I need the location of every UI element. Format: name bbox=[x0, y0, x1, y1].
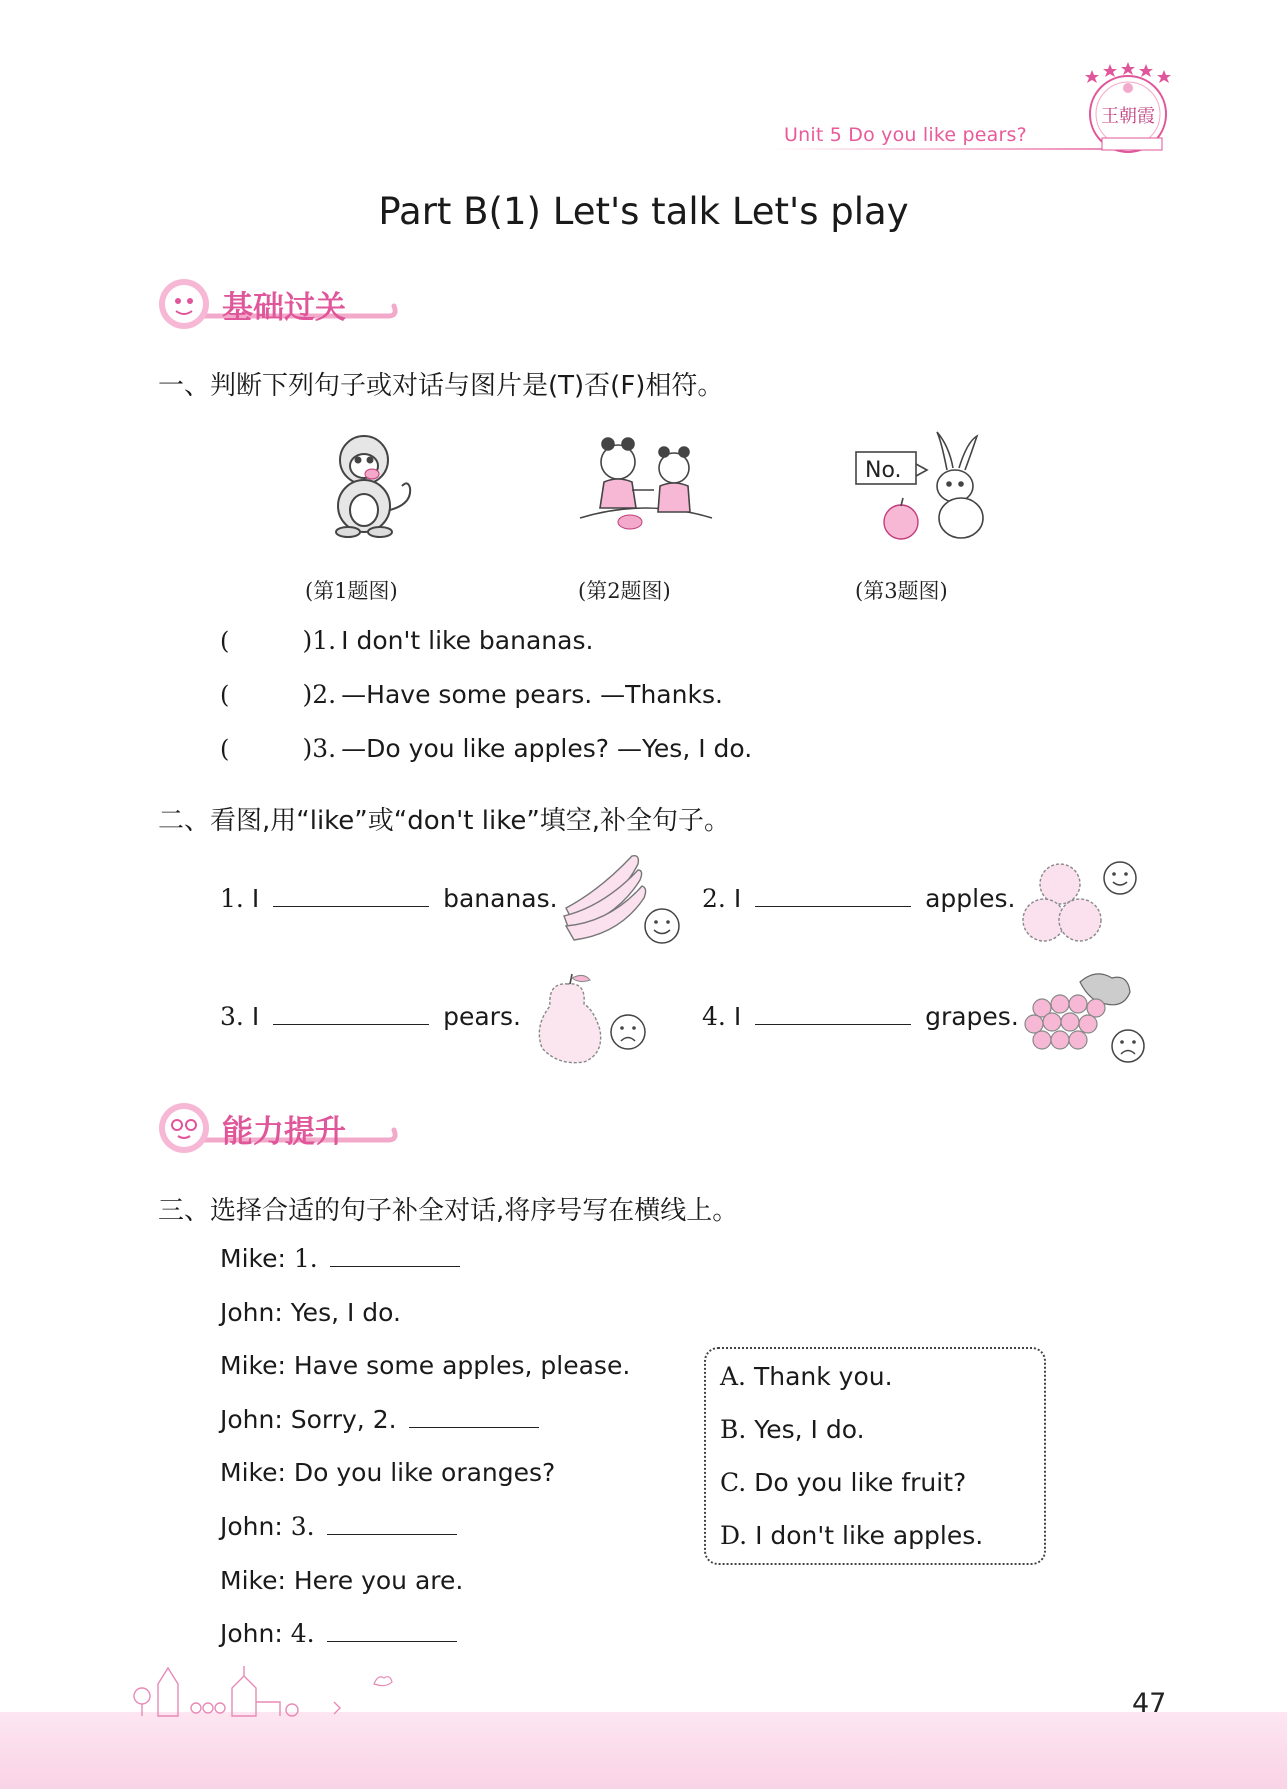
option-d: D. I don't like apples. bbox=[720, 1521, 984, 1550]
page-title: Part B(1) Let's talk Let's play bbox=[378, 190, 909, 233]
apples-happy-illustration bbox=[1018, 852, 1140, 946]
dialogue-blank-1[interactable] bbox=[330, 1244, 460, 1267]
q2-item-2: 2. I apples. bbox=[702, 884, 1016, 913]
dialogue-line-8: John: 4. bbox=[220, 1619, 457, 1648]
rabbit-with-apple-illustration bbox=[855, 430, 991, 544]
logo-text: 王朝霞 bbox=[1101, 106, 1155, 127]
q1-item-2: ( )2. —Have some pears. —Thanks. bbox=[220, 680, 723, 709]
q1-item-3: ( )3. —Do you like apples? —Yes, I do. bbox=[220, 734, 753, 763]
caption-1: (第1题图) bbox=[305, 579, 398, 603]
section-label-advanced: 能力提升 bbox=[222, 1114, 346, 1150]
dialogue-line-6: John: 3. bbox=[220, 1512, 457, 1541]
q2-heading: 二、看图,用“like”或“don't like”填空,补全句子。 bbox=[158, 806, 731, 836]
dialogue-line-3: Mike: Have some apples, please. bbox=[220, 1351, 631, 1380]
dialogue-line-1: Mike: 1. bbox=[220, 1244, 460, 1273]
caption-3: (第3题图) bbox=[855, 579, 948, 603]
fill-blank-4[interactable] bbox=[755, 1002, 911, 1025]
footer-small-decoration bbox=[372, 1672, 394, 1690]
grapes-sad-illustration bbox=[1020, 968, 1148, 1068]
publisher-logo bbox=[1072, 60, 1184, 156]
option-a: A. Thank you. bbox=[720, 1362, 893, 1391]
q1-statement-2: —Have some pears. —Thanks. bbox=[341, 680, 723, 709]
fill-blank-1[interactable] bbox=[273, 884, 429, 907]
footer-band bbox=[0, 1712, 1287, 1789]
bananas-happy-illustration bbox=[560, 850, 682, 946]
page-number: 47 bbox=[1132, 1688, 1167, 1719]
monkey-illustration bbox=[322, 428, 422, 540]
dialogue-line-2: John: Yes, I do. bbox=[220, 1298, 401, 1327]
dialogue-blank-3[interactable] bbox=[327, 1512, 457, 1535]
q1-statement-3: —Do you like apples? —Yes, I do. bbox=[341, 734, 753, 763]
q1-heading: 一、判断下列句子或对话与图片是(T)否(F)相符。 bbox=[158, 371, 724, 401]
fill-blank-3[interactable] bbox=[273, 1002, 429, 1025]
dialogue-blank-4[interactable] bbox=[327, 1619, 457, 1642]
q2-item-3: 3. I pears. bbox=[220, 1002, 521, 1031]
q2-item-4: 4. I grapes. bbox=[702, 1002, 1019, 1031]
option-c: C. Do you like fruit? bbox=[720, 1468, 967, 1497]
q3-heading: 三、选择合适的句子补全对话,将序号写在横线上。 bbox=[158, 1196, 739, 1226]
dialogue-blank-2[interactable] bbox=[409, 1405, 539, 1428]
option-b: B. Yes, I do. bbox=[720, 1415, 865, 1444]
footer-town-decoration bbox=[120, 1662, 400, 1718]
section-badge-basic bbox=[158, 276, 404, 332]
q1-statement-1: I don't like bananas. bbox=[341, 626, 594, 655]
caption-2: (第2题图) bbox=[578, 579, 671, 603]
dialogue-line-7: Mike: Here you are. bbox=[220, 1566, 464, 1595]
dialogue-line-5: Mike: Do you like oranges? bbox=[220, 1458, 556, 1487]
section-label-basic: 基础过关 bbox=[222, 290, 346, 326]
girls-sharing-illustration bbox=[578, 428, 714, 534]
speech-bubble-text: No. bbox=[865, 458, 902, 483]
section-badge-advanced bbox=[158, 1100, 404, 1156]
header-unit-title: Unit 5 Do you like pears? bbox=[784, 124, 1027, 146]
q2-item-1: 1. I bananas. bbox=[220, 884, 558, 913]
answer-paren-open: ( bbox=[220, 627, 230, 655]
q1-item-1: ( )1. I don't like bananas. bbox=[220, 626, 594, 655]
fill-blank-2[interactable] bbox=[755, 884, 911, 907]
pear-sad-illustration bbox=[528, 970, 652, 1066]
dialogue-line-4: John: Sorry, 2. bbox=[220, 1405, 539, 1434]
